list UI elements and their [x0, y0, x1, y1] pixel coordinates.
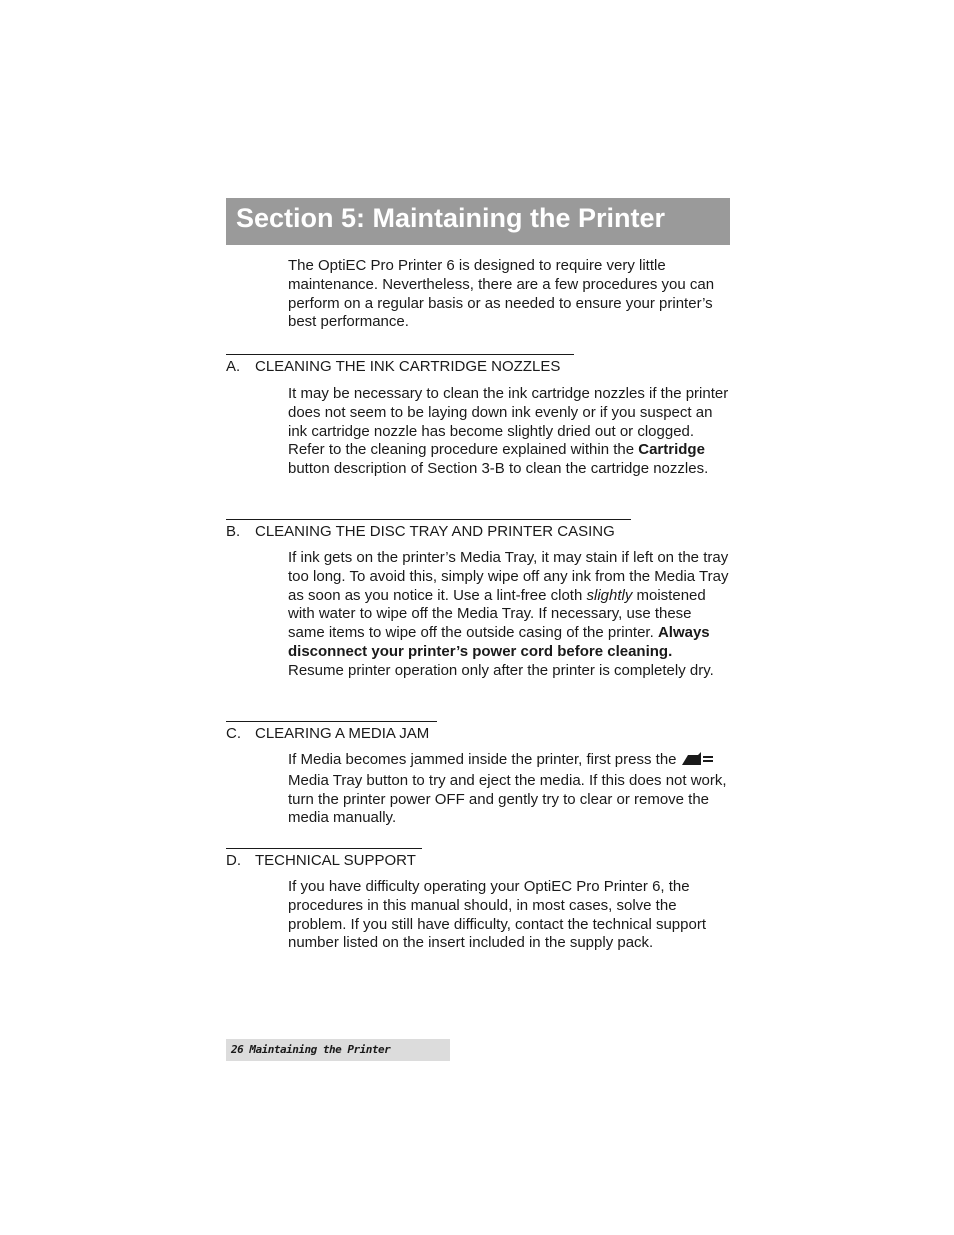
section-heading-text: TECHNICAL SUPPORT: [255, 852, 416, 869]
section-letter: B.: [226, 523, 241, 540]
body-text: If ink gets on the printer’s Media Tray, it may stain if left on the tray too long. To avoid this, simply wipe off any ink from the Media Tray as soon as you notice it. Use a lint-free cloth: [288, 549, 729, 604]
section-c-body: [288, 751, 730, 828]
body-text: Resume printer operation only after the printer is completely dry.: [288, 661, 714, 679]
body-text: It may be necessary to clean the ink cartridge nozzles if the printer does not seem to be laying down ink evenly or if you suspect an ink cartridge nozzle has become slightly dried out or clogged. Refer to the cleaning procedure explained within the: [288, 385, 729, 459]
section-heading-b: [226, 519, 631, 541]
body-text: moistened with water to wipe off the Media Tray. If necessary, use these same items to wipe off the outside casing of the printer.: [288, 586, 706, 642]
section-heading-text: CLEANING THE DISC TRAY AND PRINTER CASING: [255, 523, 615, 540]
media-tray-eject-icon: [681, 752, 713, 772]
warning-text: Always disconnect your printer’s power cord before cleaning.: [288, 624, 710, 660]
section-letter: A.: [226, 358, 241, 375]
body-text: button description of Section 3-B to clean the cartridge nozzles.: [288, 460, 709, 478]
emphasis-text: slightly: [586, 586, 633, 604]
cartridge-button-reference: Cartridge: [638, 441, 705, 459]
section-title-bar: [226, 198, 730, 245]
body-text: If you have difficulty operating your OptiEC Pro Printer 6, the procedures in this manual should, in most cases, solve the problem. If you still have difficulty, contact the technical support number listed on the insert included in the supply pack.: [288, 878, 706, 952]
section-letter: D.: [226, 852, 241, 869]
section-d-body: [288, 878, 730, 953]
intro-paragraph: The OptiEC Pro Printer 6 is designed to require very little maintenance. Nevertheless, there are a few procedures you can perform on a regular basis or as needed to ensure your printer’s best performance.: [288, 257, 715, 331]
section-heading-text: CLEANING THE INK CARTRIDGE NOZZLES: [255, 358, 561, 375]
body-text: If Media becomes jammed inside the printer, first press the: [288, 751, 681, 768]
body-text: Media Tray button to try and eject the media. If this does not work, turn the printer power OFF and gently try to clear or remove the media manually.: [288, 771, 727, 827]
section-b-body: [288, 549, 730, 681]
section-heading-text: CLEARING A MEDIA JAM: [255, 725, 430, 742]
section-heading-d: [226, 848, 422, 870]
section-heading-a: [226, 354, 574, 376]
footer-page-label: 26 Maintaining the Printer: [231, 1043, 391, 1056]
page-footer: [226, 1039, 450, 1061]
section-letter: C.: [226, 725, 241, 742]
section-a-body: [288, 385, 730, 479]
page-title: Section 5: Maintaining the Printer: [236, 203, 666, 233]
section-heading-c: [226, 721, 437, 743]
